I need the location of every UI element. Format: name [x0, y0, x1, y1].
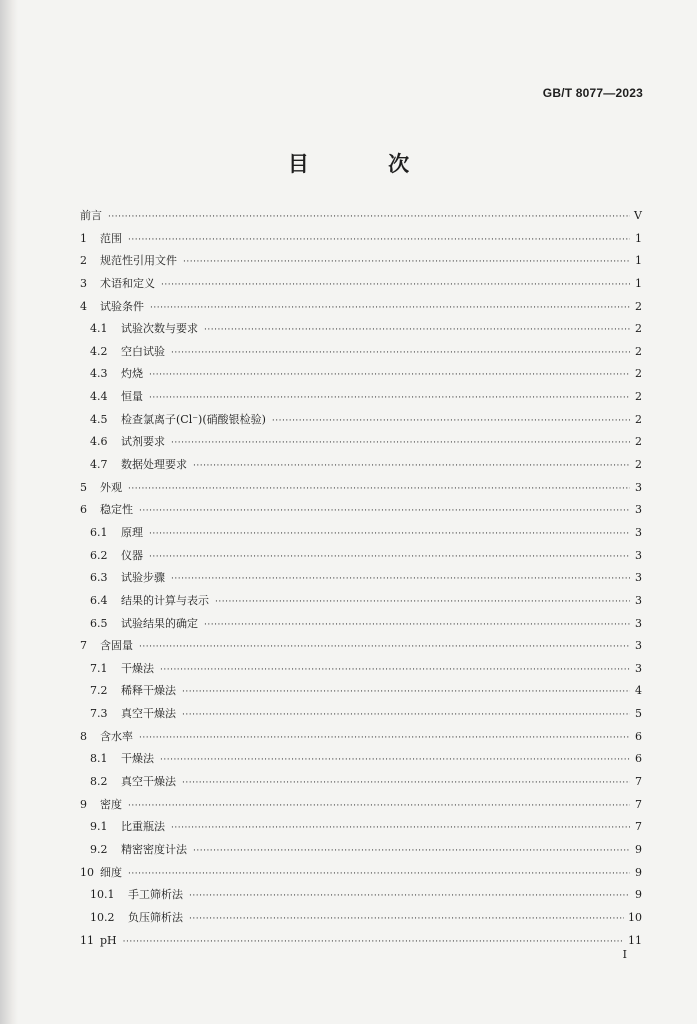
toc-entry-page: 3 — [635, 503, 642, 517]
toc-leader-dots — [171, 432, 630, 455]
toc-entry[interactable] — [80, 930, 642, 953]
toc-entry-page: 7 — [635, 797, 642, 811]
toc-entry[interactable] — [80, 409, 642, 432]
toc-leader-dots — [171, 568, 630, 591]
toc-entry-page: V — [634, 209, 642, 222]
toc-leader-dots — [128, 863, 630, 886]
toc-leader-dots — [182, 681, 630, 704]
toc-entry[interactable] — [80, 726, 642, 749]
standard-number: GB/T 8077—2023 — [542, 86, 643, 100]
toc-entry-label: 恒量 — [121, 390, 143, 404]
toc-leader-dots — [128, 795, 630, 818]
toc-leader-dots — [139, 500, 630, 523]
toc-entry-label: 外观 — [100, 480, 122, 494]
toc-entry-label: 试验步骤 — [121, 571, 165, 585]
toc-entry-page: 7 — [635, 775, 642, 789]
toc-entry-number: 6.5 — [90, 616, 108, 630]
toc-entry[interactable] — [80, 499, 642, 522]
page-title: 目 次 — [287, 151, 446, 176]
toc-entry[interactable] — [80, 771, 642, 794]
toc-entry-number: 7.3 — [90, 707, 108, 721]
toc-entry-label: 试剂要求 — [121, 435, 165, 449]
toc-entry-label: 规范性引用文件 — [100, 254, 177, 268]
toc-entry-page: 2 — [635, 435, 642, 449]
toc-entry-page: 6 — [635, 729, 642, 743]
toc-leader-dots — [150, 297, 630, 320]
toc-entry-number: 4.4 — [90, 390, 108, 404]
toc-entry-label: 精密密度计法 — [121, 842, 187, 856]
toc-entry-page: 5 — [635, 707, 642, 721]
toc-entry-page: 2 — [635, 390, 642, 404]
toc-entry-number: 9.1 — [90, 820, 108, 834]
toc-entry-label: 前言 — [80, 209, 102, 222]
toc-entry-page: 3 — [635, 639, 642, 653]
toc-leader-dots — [193, 840, 630, 863]
toc-leader-dots — [149, 546, 630, 569]
toc-entry-label: 结果的计算与表示 — [121, 593, 209, 607]
toc-entry-number: 11 — [80, 933, 94, 947]
toc-entry-label: 比重瓶法 — [121, 820, 165, 834]
toc-entry-page: 6 — [635, 752, 642, 766]
toc-entry-label: 术语和定义 — [100, 276, 155, 290]
toc-entry-number: 6.1 — [90, 525, 108, 539]
toc-entry-page: 4 — [635, 684, 642, 698]
toc-leader-dots — [149, 523, 630, 546]
toc-entry-number: 2 — [80, 254, 87, 268]
toc-leader-dots — [108, 206, 630, 229]
toc-entry-number: 8 — [80, 729, 87, 743]
toc-entry-page: 10 — [628, 910, 642, 924]
toc-entry-number: 7.1 — [90, 661, 108, 675]
toc-entry-page: 1 — [635, 231, 642, 245]
toc-entry[interactable] — [80, 680, 642, 703]
toc-entry-page: 3 — [635, 571, 642, 585]
toc-entry[interactable] — [80, 386, 642, 409]
toc-leader-dots — [139, 727, 630, 750]
toc-entry-label: 含固量 — [100, 639, 133, 653]
toc-entry-page: 2 — [635, 367, 642, 381]
toc-entry-label: 稳定性 — [100, 503, 133, 517]
toc-entry-number: 6 — [80, 503, 87, 517]
toc-entry-number: 5 — [80, 480, 87, 494]
toc-entry-number: 10.2 — [90, 910, 115, 924]
toc-entry-page: 1 — [635, 276, 642, 290]
toc-leader-dots — [171, 342, 630, 365]
toc-entry-label: 干燥法 — [121, 752, 154, 766]
toc-entry-page: 3 — [635, 548, 642, 562]
toc-entry-number: 1 — [80, 231, 87, 245]
toc-entry-page: 7 — [635, 820, 642, 834]
toc-entry-number: 9.2 — [90, 842, 108, 856]
toc-entry[interactable] — [80, 590, 642, 613]
toc-entry-label: 稀释干燥法 — [121, 684, 176, 698]
toc-entry-label: 真空干燥法 — [121, 775, 176, 789]
toc-entry-label: 数据处理要求 — [121, 458, 187, 472]
toc-entry-label: 试验条件 — [100, 299, 144, 313]
toc-entry-label: pH — [100, 933, 117, 947]
toc-entry-label: 手工筛析法 — [128, 888, 183, 902]
toc-leader-dots — [189, 908, 624, 931]
toc-entry[interactable] — [80, 250, 642, 273]
toc-leader-dots — [183, 251, 630, 274]
toc-entry-page: 9 — [635, 865, 642, 879]
toc-entry-number: 9 — [80, 797, 87, 811]
toc-entry-number: 10 — [80, 865, 94, 879]
toc-entry[interactable] — [80, 613, 642, 636]
toc-leader-dots — [182, 772, 630, 795]
toc-entry-page: 2 — [635, 299, 642, 313]
toc-entry-number: 8.1 — [90, 752, 108, 766]
toc-entry[interactable] — [80, 363, 642, 386]
toc-entry[interactable] — [80, 862, 642, 885]
toc-entry[interactable] — [80, 884, 642, 907]
toc-entry[interactable] — [80, 431, 642, 454]
toc-leader-dots — [161, 274, 630, 297]
toc-entry-page: 3 — [635, 593, 642, 607]
toc-entry[interactable] — [80, 839, 642, 862]
toc-leader-dots — [149, 387, 630, 410]
toc-entry-label: 含水率 — [100, 729, 133, 743]
toc-entry[interactable] — [80, 635, 642, 658]
toc-entry-label: 范围 — [100, 231, 122, 245]
toc-entry-label: 细度 — [100, 865, 122, 879]
toc-entry-number: 3 — [80, 276, 87, 290]
toc-leader-dots — [128, 478, 630, 501]
toc-leader-dots — [123, 931, 624, 954]
toc-entry-page: 3 — [635, 480, 642, 494]
toc-entry-page: 3 — [635, 525, 642, 539]
toc-entry[interactable] — [80, 296, 642, 319]
toc-entry-page: 11 — [628, 933, 642, 947]
toc-leader-dots — [204, 614, 630, 637]
toc-leader-dots — [139, 636, 630, 659]
toc-leader-dots — [215, 591, 630, 614]
toc-leader-dots — [182, 704, 630, 727]
toc-entry-number: 4.5 — [90, 412, 108, 426]
toc-entry-number: 4.7 — [90, 458, 108, 472]
toc-entry-number: 4.2 — [90, 344, 108, 358]
page-number: I — [622, 948, 627, 961]
toc-entry-label: 负压筛析法 — [128, 910, 183, 924]
toc-entry-page: 3 — [635, 616, 642, 630]
toc-entry-number: 6.2 — [90, 548, 108, 562]
toc-entry-label: 灼烧 — [121, 367, 143, 381]
toc-leader-dots — [128, 229, 630, 252]
toc-entry[interactable] — [80, 522, 642, 545]
toc-entry-number: 10.1 — [90, 888, 115, 902]
toc-leader-dots — [160, 749, 630, 772]
toc-entry-number: 4.3 — [90, 367, 108, 381]
toc-entry-number: 8.2 — [90, 775, 108, 789]
toc-leader-dots — [160, 659, 630, 682]
toc-entry-label: 试验次数与要求 — [121, 322, 198, 336]
toc-leader-dots — [193, 455, 630, 478]
toc-entry-number: 4.6 — [90, 435, 108, 449]
toc-list — [80, 205, 642, 952]
toc-entry-number: 6.3 — [90, 571, 108, 585]
toc-entry[interactable] — [80, 341, 642, 364]
toc-entry[interactable] — [80, 205, 642, 228]
toc-entry[interactable] — [80, 318, 642, 341]
toc-leader-dots — [189, 885, 630, 908]
toc-entry-number: 4 — [80, 299, 87, 313]
toc-leader-dots — [204, 319, 630, 342]
toc-entry-page: 2 — [635, 412, 642, 426]
toc-entry-page: 3 — [635, 661, 642, 675]
toc-entry[interactable] — [80, 477, 642, 500]
toc-entry[interactable] — [80, 703, 642, 726]
toc-entry-label: 试验结果的确定 — [121, 616, 198, 630]
toc-entry-number: 6.4 — [90, 593, 108, 607]
toc-leader-dots — [149, 364, 630, 387]
toc-entry[interactable] — [80, 907, 642, 930]
toc-leader-dots — [171, 817, 630, 840]
toc-entry[interactable] — [80, 794, 642, 817]
toc-entry[interactable] — [80, 567, 642, 590]
toc-entry[interactable] — [80, 228, 642, 251]
toc-entry-number: 4.1 — [90, 322, 108, 336]
toc-leader-dots — [272, 410, 630, 433]
toc-entry-page: 1 — [635, 254, 642, 268]
toc-entry-label: 密度 — [100, 797, 122, 811]
toc-entry[interactable] — [80, 748, 642, 771]
toc-entry[interactable] — [80, 545, 642, 568]
toc-entry[interactable] — [80, 816, 642, 839]
toc-entry-number: 7.2 — [90, 684, 108, 698]
toc-entry[interactable] — [80, 658, 642, 681]
toc-entry-label: 仪器 — [121, 548, 143, 562]
toc-entry[interactable] — [80, 454, 642, 477]
toc-entry-page: 2 — [635, 322, 642, 336]
toc-entry-label: 原理 — [121, 525, 143, 539]
toc-entry[interactable] — [80, 273, 642, 296]
toc-entry-page: 9 — [635, 842, 642, 856]
toc-entry-page: 9 — [635, 888, 642, 902]
toc-entry-label: 真空干燥法 — [121, 707, 176, 721]
toc-entry-label: 检查氯离子(Cl⁻)(硝酸银检验) — [121, 412, 266, 426]
toc-entry-label: 干燥法 — [121, 661, 154, 675]
toc-entry-number: 7 — [80, 639, 87, 653]
toc-entry-page: 2 — [635, 458, 642, 472]
toc-entry-label: 空白试验 — [121, 344, 165, 358]
toc-entry-page: 2 — [635, 344, 642, 358]
